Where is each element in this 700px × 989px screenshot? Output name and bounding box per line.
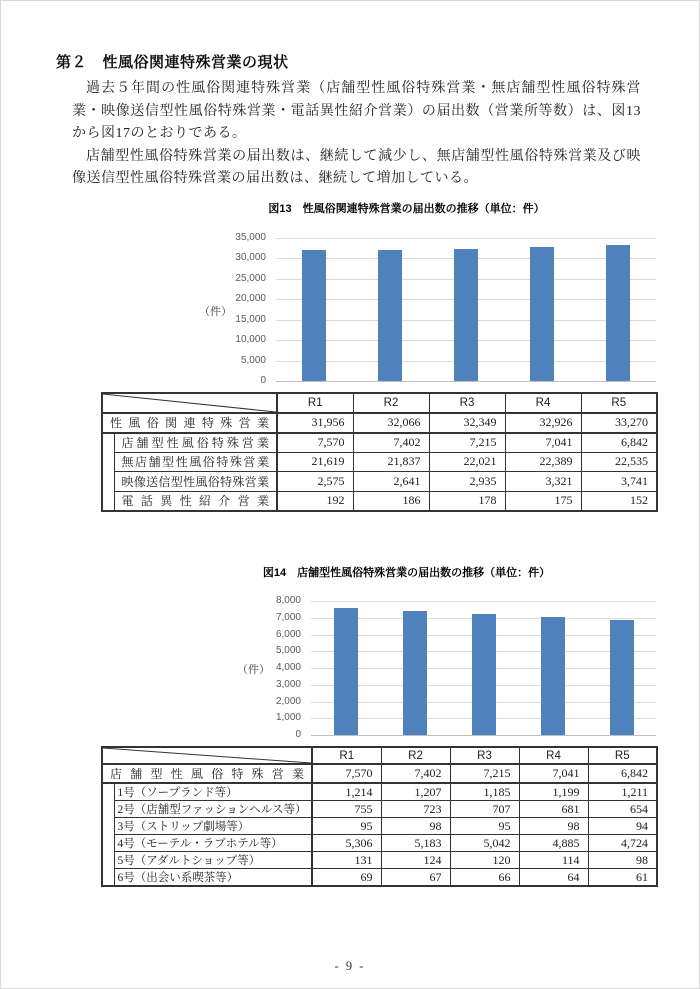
table-row [102,852,657,869]
y-tick-label: 1,000 [275,712,301,724]
value-cell: 707 [450,801,519,818]
table-row [102,783,657,801]
value-cell: 175 [505,491,581,511]
value-cell: 32,349 [429,413,505,433]
table-row [102,472,657,492]
row-label: 性風俗関連特殊営業 [102,413,277,433]
value-cell: 124 [381,852,450,869]
table-row [102,818,657,835]
value-cell: 1,185 [450,783,519,801]
value-cell: 152 [581,491,657,511]
value-cell: 98 [588,852,657,869]
row-label: 映像送信型性風俗特殊営業 [114,472,277,492]
value-cell: 2,641 [353,472,429,492]
column-header: R5 [588,747,657,764]
indent-cell [102,801,114,818]
bar-R4 [541,617,565,735]
value-cell: 21,837 [353,452,429,472]
value-cell: 67 [381,869,450,887]
value-cell: 5,042 [450,835,519,852]
diagonal-header-cell [102,747,312,764]
value-cell: 32,066 [353,413,429,433]
bar-R4 [530,247,554,382]
y-axis-unit-label: （件） [199,305,232,318]
value-cell: 61 [588,869,657,887]
value-cell: 5,183 [381,835,450,852]
y-tick-label: 35,000 [235,232,266,243]
value-cell: 2,935 [429,472,505,492]
y-tick-label: 3,000 [275,678,301,690]
bar-R2 [378,250,402,381]
fig13-chart [101,231,656,391]
y-tick-label: 10,000 [235,334,266,346]
value-cell: 7,215 [429,433,505,453]
value-cell: 131 [312,852,381,869]
y-tick-label: 30,000 [235,252,266,264]
indent-cell [102,818,114,835]
value-cell: 64 [519,869,588,887]
indent-cell [102,452,114,472]
value-cell: 4,885 [519,835,588,852]
indent-cell [102,472,114,492]
value-cell: 1,214 [312,783,381,801]
y-tick-label: 8,000 [275,595,301,606]
row-label: 2号（店舗型ファッションヘルス等） [114,801,312,818]
page-number: - 9 - [334,959,366,973]
value-cell: 69 [312,869,381,887]
value-cell: 31,956 [277,413,353,433]
value-cell: 6,842 [588,764,657,783]
y-axis-unit-label: （件） [237,664,270,676]
diagonal-line [103,748,311,763]
y-tick-label: 5,000 [240,354,266,366]
row-label: 店舗型性風俗特殊営業 [102,764,312,783]
section-heading: 第２ 性風俗関連特殊営業の現状 [56,54,289,71]
indent-cell [102,491,114,511]
indent-cell [102,835,114,852]
value-cell: 6,842 [581,433,657,453]
value-cell: 7,402 [381,764,450,783]
bar-R5 [610,620,634,735]
value-cell: 4,724 [588,835,657,852]
value-cell: 1,199 [519,783,588,801]
value-cell: 5,306 [312,835,381,852]
fig13-table [101,392,658,512]
value-cell: 7,402 [353,433,429,453]
value-cell: 1,207 [381,783,450,801]
value-cell: 32,926 [505,413,581,433]
body-text-block [72,78,641,191]
value-cell: 755 [312,801,381,818]
row-label: 3号（ストリップ劇場等） [114,818,312,835]
value-cell: 95 [450,818,519,835]
indent-cell [102,783,114,801]
y-tick-label: 0 [260,375,266,386]
value-cell: 33,270 [581,413,657,433]
value-cell: 192 [277,491,353,511]
y-tick-label: 20,000 [235,293,266,305]
row-label: 4号（モーテル・ラブホテル等） [114,835,312,852]
value-cell: 66 [450,869,519,887]
column-header: R3 [429,393,505,413]
row-label: 5号（アダルトショップ等） [114,852,312,869]
diagonal-line [103,394,276,412]
gridline [311,601,656,602]
table-row [102,491,657,511]
column-header: R2 [353,393,429,413]
value-cell: 3,321 [505,472,581,492]
y-tick-label: 0 [295,729,301,740]
table-row [102,869,657,887]
row-label: 店舗型性風俗特殊営業 [114,433,277,453]
value-cell: 21,619 [277,452,353,472]
value-cell: 120 [450,852,519,869]
value-cell: 2,575 [277,472,353,492]
paragraph-1: 過去５年間の性風俗関連特殊営業（店舗型性風俗特殊営業・無店舗型性風俗特殊営業・映像送信型性風俗特殊営業・電話異性紹介営業）の届出数（営業所等数）は、図13から図17のとおりである。 [72,81,641,141]
y-tick-label: 4,000 [275,662,301,673]
row-label: 電話異性紹介営業 [114,491,277,511]
paragraph-2: 店舗型性風俗特殊営業の届出数は、継続して減少し、無店舗型性風俗特殊営業及び映像送信型性風俗特殊営業の届出数は、継続して増加している。 [72,148,641,186]
value-cell: 22,021 [429,452,505,472]
column-header: R4 [505,393,581,413]
fig14-chart [101,594,656,744]
value-cell: 7,041 [505,433,581,453]
table-row [102,801,657,818]
fig14-title: 図14 店舗型性風俗特殊営業の届出数の推移（単位：件） [262,567,551,579]
value-cell: 654 [588,801,657,818]
value-cell: 22,535 [581,452,657,472]
y-tick-label: 2,000 [275,695,301,707]
table-row [102,835,657,852]
y-tick-label: 5,000 [275,645,301,657]
column-header: R1 [312,747,381,764]
value-cell: 7,570 [312,764,381,783]
fig13-title: 図13 性風俗関連特殊営業の届出数の推移（単位：件） [268,203,545,215]
y-tick-label: 7,000 [275,611,301,623]
diagonal-header-cell [102,393,277,413]
value-cell: 7,215 [450,764,519,783]
column-header: R5 [581,393,657,413]
indent-cell [102,852,114,869]
y-tick-label: 15,000 [235,313,266,325]
value-cell: 3,741 [581,472,657,492]
column-header: R3 [450,747,519,764]
table-row [102,433,657,453]
value-cell: 114 [519,852,588,869]
gridline [276,238,656,239]
plot-area [276,238,656,381]
column-header: R1 [277,393,353,413]
fig14-table [101,746,658,887]
table-row [102,452,657,472]
value-cell: 186 [353,491,429,511]
gridline [276,381,656,382]
row-label: 6号（出会い系喫茶等） [114,869,312,887]
value-cell: 178 [429,491,505,511]
value-cell: 7,041 [519,764,588,783]
gridline [311,735,656,736]
y-tick-label: 25,000 [235,272,266,284]
bar-R3 [454,249,478,381]
bar-R1 [334,608,358,735]
table-row [102,764,657,783]
bar-R2 [403,611,427,735]
indent-cell [102,869,114,887]
row-label: 無店舗型性風俗特殊営業 [114,452,277,472]
bar-R5 [606,245,630,381]
y-tick-label: 6,000 [275,628,301,640]
plot-area [311,601,656,735]
value-cell: 7,570 [277,433,353,453]
value-cell: 94 [588,818,657,835]
value-cell: 681 [519,801,588,818]
value-cell: 723 [381,801,450,818]
row-label: 1号（ソープランド等） [114,783,312,801]
value-cell: 1,211 [588,783,657,801]
indent-cell [102,433,114,453]
value-cell: 95 [312,818,381,835]
value-cell: 22,389 [505,452,581,472]
column-header: R2 [381,747,450,764]
value-cell: 98 [519,818,588,835]
value-cell: 98 [381,818,450,835]
bar-R1 [302,250,326,381]
bar-R3 [472,614,496,735]
table-row [102,413,657,433]
column-header: R4 [519,747,588,764]
